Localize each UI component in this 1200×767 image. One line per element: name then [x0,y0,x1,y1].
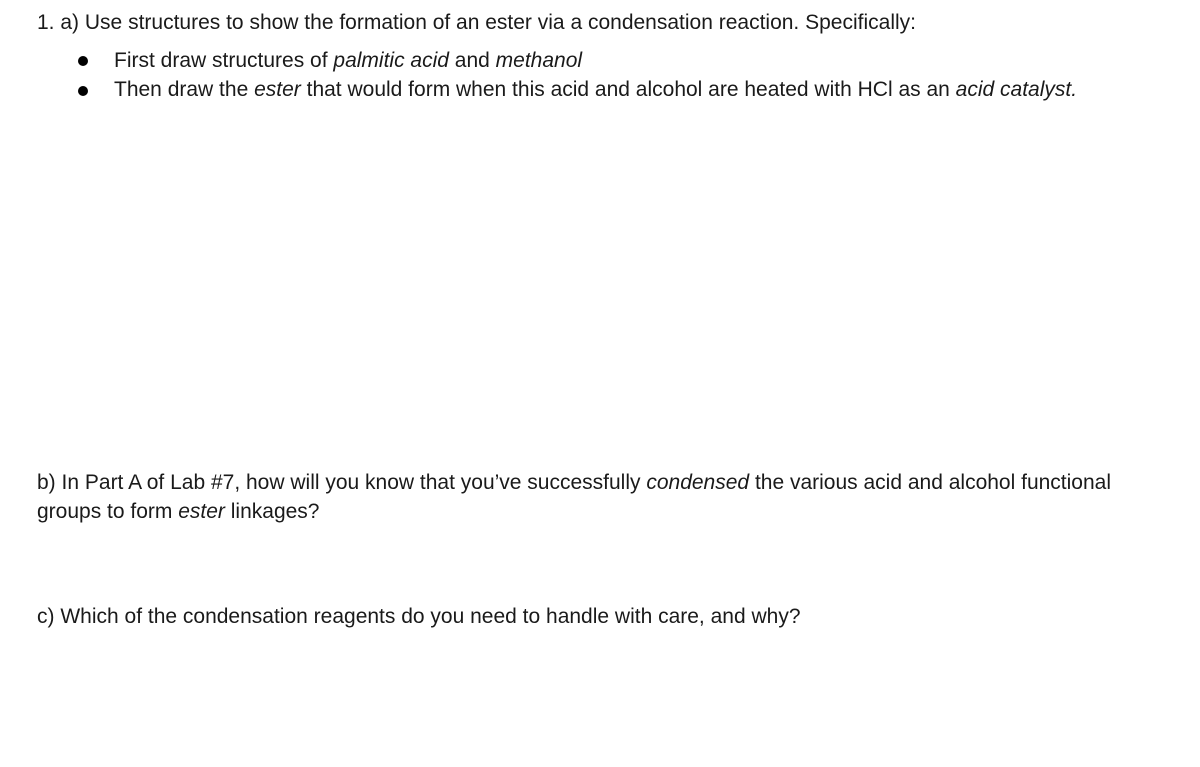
emphasis-text: acid catalyst. [955,78,1078,101]
question-1b-line-2 [37,498,319,526]
emphasis-text: ester [178,500,225,523]
question-part-label: c) [37,605,55,628]
emphasis-text: palmitic acid [333,49,449,72]
question-1b-text: In Part A of Lab #7, how will you know that you’ve successfully [61,471,647,494]
bullet-icon [78,56,88,66]
question-1c-text: Which of the condensation reagents do you need to handle with care, and why? [60,605,801,628]
bullet-text: and [448,49,496,72]
bullet-icon [78,86,88,96]
emphasis-text: ester [254,78,301,101]
question-1a-text: Use structures to show the formation of an ester via a condensation reaction. Specifically: [84,11,916,34]
emphasis-text: condensed [646,471,750,494]
bullet-item-2 [114,76,1077,104]
emphasis-text: methanol [495,49,583,72]
question-1b-text: linkages? [224,500,320,523]
question-number: 1. [37,11,55,34]
question-1a-prompt [37,9,916,37]
bullet-text: that would form when this acid and alcohol are heated with HCl as an [300,78,956,101]
question-1b-text: the various acid and alcohol functional [749,471,1112,494]
bullet-text: First draw structures of [114,49,334,72]
question-1b-line-1 [37,469,1111,497]
question-1c [37,603,801,631]
question-part-label: b) [37,471,56,494]
question-part-label: a) [60,11,80,34]
bullet-text: Then draw the [114,78,255,101]
question-1b-text: groups to form [37,500,179,523]
bullet-item-1 [114,47,582,75]
